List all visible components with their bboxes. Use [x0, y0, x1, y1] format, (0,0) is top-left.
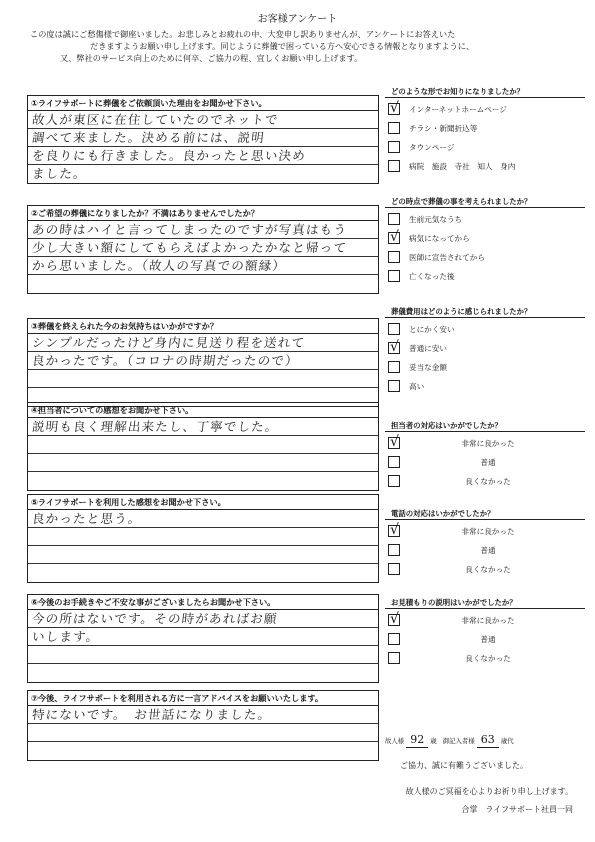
handwritten-answer: あの時はハイと言ってしまったのですが写真はもう — [31, 222, 348, 237]
question-label: ⑦今後、ライフサポートを利用される方に一言アドバイスをお願いいたします。 — [28, 691, 378, 706]
question-box-3 — [27, 318, 379, 407]
answer-area[interactable] — [28, 221, 378, 293]
handwritten-answer: 故人が東区に在住していたのでネットで — [31, 112, 280, 127]
checkbox-icon[interactable] — [388, 361, 400, 373]
checkbox-option[interactable] — [385, 268, 585, 287]
answer-line — [28, 472, 378, 490]
answer-line — [28, 742, 378, 760]
handwritten-answer: から思いました。（故人の写真での額縁） — [31, 258, 287, 273]
answer-line — [28, 257, 378, 275]
checkbox-option[interactable] — [385, 340, 585, 359]
question-box-1 — [27, 95, 379, 184]
checkbox-icon[interactable] — [388, 122, 400, 134]
answer-line — [28, 111, 378, 129]
checkbox-option[interactable] — [385, 650, 585, 669]
checkbox-icon[interactable] — [388, 544, 400, 556]
intro-line: 又、弊社のサービス向上のために何卒、ご協力の程、宜しくお願い申し上げます。 — [60, 53, 363, 63]
checkbox-question-1 — [385, 86, 585, 177]
checkbox-icon[interactable] — [388, 380, 400, 392]
checkbox-option-label: 普通 — [480, 546, 496, 555]
answer-line — [28, 724, 378, 742]
checkbox-option[interactable] — [385, 101, 585, 120]
checkbox-question-label: 電話の対応はいかがでしたか？ — [385, 508, 585, 520]
answer-line — [28, 706, 378, 724]
answer-line — [28, 334, 378, 352]
checkbox-option[interactable] — [385, 612, 585, 631]
answer-line — [28, 370, 378, 388]
checkbox-option-label: 良くなかった — [465, 654, 511, 663]
answer-line — [28, 628, 378, 646]
checkbox-option[interactable] — [385, 359, 585, 378]
question-label: ⑥今後のお手続きやご不安な事がございましたらお聞かせ下さい。 — [28, 595, 378, 610]
checkbox-question-label: 葬儀費用はどのように感じられましたか？ — [385, 306, 585, 318]
checkbox-icon[interactable] — [388, 323, 400, 335]
checkbox-option-label: 普通に安い — [409, 344, 447, 353]
checkbox-option-label: 妥当な金額 — [409, 363, 447, 372]
answer-line — [28, 564, 378, 582]
question-box-5 — [27, 494, 379, 583]
handwritten-answer: 説明も良く理解出来たし、丁寧でした。 — [31, 419, 280, 434]
answer-line — [28, 221, 378, 239]
checkbox-question-label: どの時点で葬儀の事を考えられましたか？ — [385, 196, 585, 208]
checkbox-option[interactable] — [385, 321, 585, 340]
checkbox-icon[interactable] — [388, 160, 400, 172]
checkbox-icon[interactable] — [388, 270, 400, 282]
answer-line — [28, 664, 378, 682]
answer-line — [28, 436, 378, 454]
question-label: ③葬儀を終えられた今のお気持ちはいかがですか？ — [28, 319, 378, 334]
answer-area[interactable] — [28, 418, 378, 490]
checkbox-option[interactable] — [385, 435, 585, 454]
handwritten-answer: 特にないです。 お世話になりました。 — [31, 707, 273, 722]
checkbox-question-3 — [385, 306, 585, 397]
checked-checkbox-icon[interactable] — [388, 103, 400, 115]
question-box-7 — [27, 690, 379, 761]
checkbox-option-label: とにかく安い — [409, 325, 455, 334]
deceased-age-field[interactable]: 92 — [406, 733, 428, 748]
handwritten-answer: シンプルだったけど身内に見送り程を送れて — [31, 335, 307, 350]
checkbox-option-label: 非常に良かった — [461, 616, 515, 625]
answer-line — [28, 610, 378, 628]
deceased-age-label: 故人様 — [385, 737, 405, 745]
thanks-text: ご協力、誠に有難うございました。 — [400, 761, 528, 770]
checkbox-icon[interactable] — [388, 141, 400, 153]
checkbox-option[interactable] — [385, 249, 585, 268]
checkbox-question-4 — [385, 420, 585, 492]
checkbox-option[interactable] — [385, 230, 585, 249]
checkbox-option[interactable] — [385, 120, 585, 139]
checkbox-icon[interactable] — [388, 633, 400, 645]
checkbox-option[interactable] — [385, 139, 585, 158]
checkbox-option-label: 病院 施設 寺社 知人 身内 — [409, 162, 516, 171]
handwritten-answer: 今の所はないです。その時があればお願 — [31, 611, 279, 626]
checkbox-option[interactable] — [385, 454, 585, 473]
checked-checkbox-icon[interactable] — [388, 342, 400, 354]
writer-age-label: 御記入者様 — [442, 737, 475, 745]
checkbox-option[interactable] — [385, 631, 585, 650]
question-box-2 — [27, 205, 379, 294]
checkbox-question-label: どのような形でお知りになりましたか？ — [385, 86, 585, 98]
checkbox-icon[interactable] — [388, 251, 400, 263]
age-row — [385, 733, 585, 748]
checkbox-icon[interactable] — [388, 652, 400, 664]
checkbox-icon[interactable] — [388, 213, 400, 225]
closing-signature: 合掌 ライフサポート社員一同 — [461, 805, 573, 814]
writer-age-unit: 歳代 — [500, 737, 514, 745]
deceased-age-unit: 歳 — [430, 737, 437, 745]
checked-checkbox-icon[interactable] — [388, 232, 400, 244]
answer-line — [28, 646, 378, 664]
checkbox-icon[interactable] — [388, 563, 400, 575]
question-box-4 — [27, 402, 379, 491]
question-label: ④担当者についての感想をお聞かせ下さい。 — [28, 403, 378, 418]
answer-area[interactable] — [28, 706, 378, 760]
checkbox-option-label: 良くなかった — [465, 477, 511, 486]
checkbox-option-label: インターネットホームページ — [409, 105, 507, 114]
answer-line — [28, 418, 378, 436]
answer-line — [28, 129, 378, 147]
checkbox-option-label: 良くなかった — [465, 565, 511, 574]
checkbox-question-2 — [385, 196, 585, 287]
answer-line — [28, 165, 378, 183]
intro-text — [30, 28, 570, 64]
checkbox-question-label: 担当者の対応はいかがでしたか？ — [385, 420, 585, 432]
checkbox-question-5 — [385, 508, 585, 580]
answer-line — [28, 510, 378, 528]
checkbox-option-label: 普通 — [480, 635, 496, 644]
answer-area[interactable] — [28, 610, 378, 682]
checkbox-option[interactable] — [385, 542, 585, 561]
answer-area[interactable] — [28, 111, 378, 183]
checked-checkbox-icon[interactable] — [388, 614, 400, 626]
checked-checkbox-icon[interactable] — [388, 437, 400, 449]
checkbox-icon[interactable] — [388, 475, 400, 487]
handwritten-answer: を良りにも行きました。良かったと思い決め — [31, 148, 307, 163]
handwritten-answer: 良かったです。（コロナの時期だったので） — [31, 353, 300, 368]
answer-area[interactable] — [28, 510, 378, 582]
handwritten-answer: ました。 — [31, 166, 88, 181]
answer-line — [28, 546, 378, 564]
handwritten-answer: 調べて来ました。決める前には、説明 — [31, 130, 266, 145]
answer-line — [28, 528, 378, 546]
checkbox-option[interactable] — [385, 523, 585, 542]
intro-line: だきますようお願い申し上げます。同じように葬儀で困っている方へ安心できる情報となりますように、 — [90, 41, 475, 51]
writer-age-field[interactable]: 63 — [477, 733, 499, 748]
checked-checkbox-icon[interactable] — [388, 525, 400, 537]
checkbox-question-6 — [385, 597, 585, 669]
checkbox-option[interactable] — [385, 561, 585, 580]
checkbox-question-label: お見積もりの説明はいかがでしたか？ — [385, 597, 585, 609]
closing-prayer: 故人様のご冥福を心よりお祈り申し上げます。 — [405, 787, 573, 796]
answer-line — [28, 275, 378, 293]
checkbox-option-label: 非常に良かった — [461, 439, 515, 448]
answer-area[interactable] — [28, 334, 378, 406]
checkbox-option-label: チラシ・新聞折込等 — [409, 124, 478, 133]
question-box-6 — [27, 594, 379, 683]
checkbox-option-label: 高い — [409, 382, 425, 391]
question-label: ⑤ライフサポートを利用した感想をお聞かせ下さい。 — [28, 495, 378, 510]
checkbox-option-label: 病気になってから — [409, 234, 470, 243]
answer-line — [28, 352, 378, 370]
page-title: お客様アンケート — [257, 14, 338, 25]
question-label: ②ご希望の葬儀になりましたか？不満はありませんでしたか？ — [28, 206, 378, 221]
checkbox-option-label: 非常に良かった — [461, 527, 515, 536]
checkbox-option-label: タウンページ — [409, 143, 455, 152]
handwritten-answer: いします。 — [31, 629, 101, 644]
checkbox-option[interactable] — [385, 211, 585, 230]
handwritten-answer: 少し大きい額にしてもらえばよかったかなと帰って — [31, 240, 348, 255]
checkbox-option-label: 生前元気なうち — [409, 215, 463, 224]
checkbox-option[interactable] — [385, 378, 585, 397]
answer-line — [28, 454, 378, 472]
checkbox-option-label: 医師に宣告されてから — [409, 253, 485, 262]
answer-line — [28, 147, 378, 165]
intro-line: この度は誠にご愁傷様で御座いました。お悲しみとお疲れの中、大変申し訳ありませんが、アンケートにお答えいた — [30, 29, 456, 39]
checkbox-option[interactable] — [385, 473, 585, 492]
checkbox-icon[interactable] — [388, 456, 400, 468]
checkbox-option-label: 亡くなった後 — [409, 272, 455, 281]
handwritten-answer: 良かったと思う。 — [31, 511, 143, 526]
answer-line — [28, 239, 378, 257]
checkbox-option[interactable] — [385, 158, 585, 177]
question-label: ①ライフサポートに葬儀をご依頼頂いた理由をお聞かせ下さい。 — [28, 96, 378, 111]
checkbox-option-label: 普通 — [480, 458, 496, 467]
